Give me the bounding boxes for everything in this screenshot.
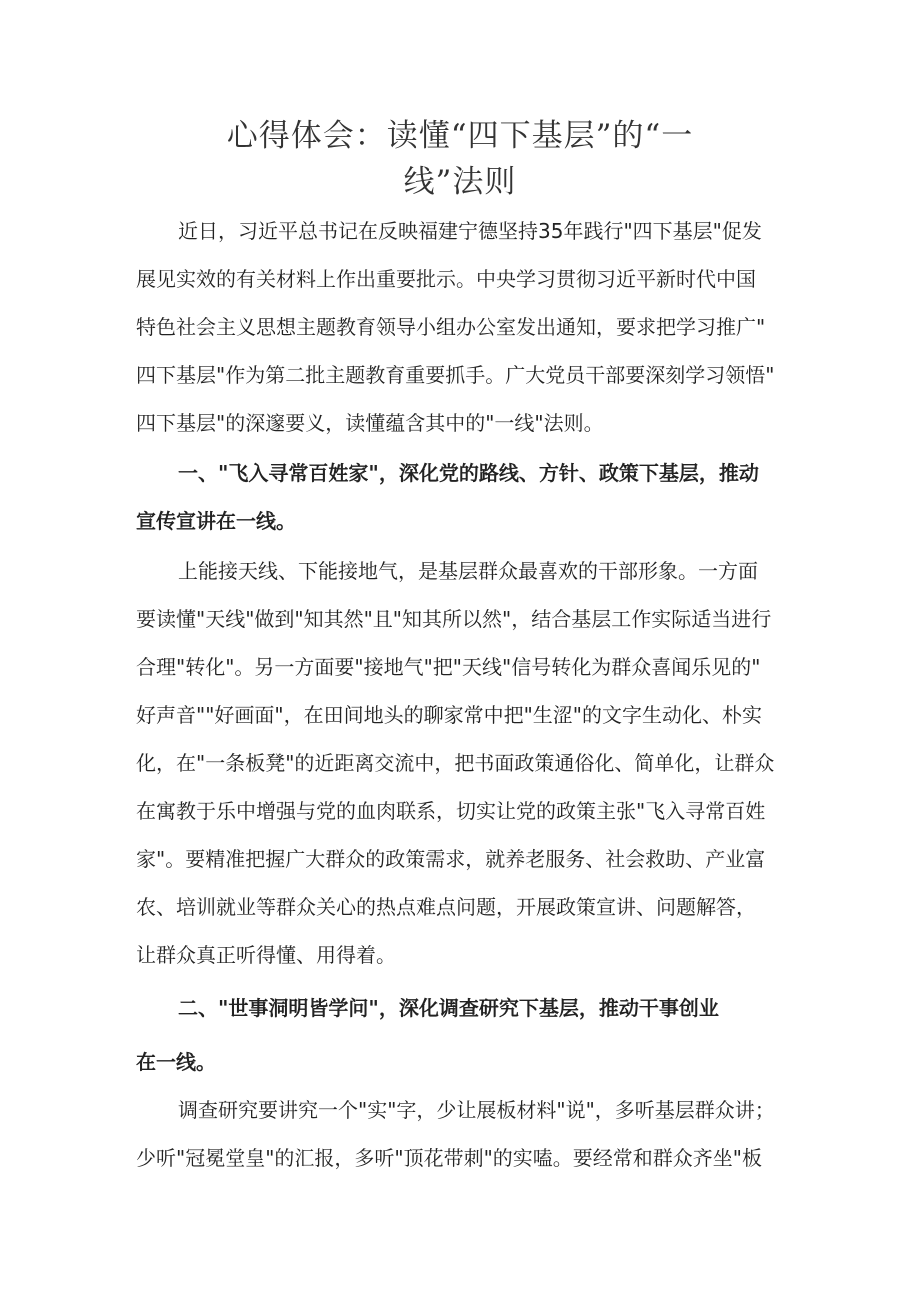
paragraph-1-line-4: 四下基层"作为第二批主题教育重要抓手。广大党员干部要深刻学习领悟"	[136, 363, 775, 387]
paragraph-2-line-7: 家"。要精准把握广大群众的政策需求，就养老服务、社会救助、产业富	[136, 847, 766, 871]
paragraph-3-line-1: 调查研究要讲究一个"实"字，少让展板材料"说"，多听基层群众讲；	[178, 1098, 775, 1122]
paragraph-2-line-4: 好声音""好画面"，在田间地头的聊家常中把"生涩"的文字生动化、朴实	[136, 703, 762, 727]
paragraph-2-line-5: 化，在"一条板凳"的近距离交流中，把书面政策通俗化、简单化，让群众	[136, 751, 775, 775]
paragraph-2-line-1: 上能接天线、下能接地气，是基层群众最喜欢的干部形象。一方面	[178, 559, 758, 583]
paragraph-2-line-8: 农、培训就业等群众关心的热点难点问题，开展政策宣讲、问题解答，	[136, 895, 756, 919]
paragraph-2-line-3: 合理"转化"。另一方面要"接地气"把"天线"信号转化为群众喜闻乐见的"	[136, 655, 761, 679]
paragraph-2-line-6: 在寓教于乐中增强与党的血肉联系，切实让党的政策主张"飞入寻常百姓	[136, 799, 766, 823]
paragraph-1-line-5: 四下基层"的深邃要义，读懂蕴含其中的"一线"法则。	[136, 411, 604, 435]
paragraph-1-line-2: 展见实效的有关材料上作出重要批示。中央学习贯彻习近平新时代中国	[136, 267, 756, 291]
section-heading-2-line-2: 在一线。	[136, 1050, 216, 1074]
paragraph-2-line-9: 让群众真正听得懂、用得着。	[136, 943, 396, 967]
section-heading-1-line-1: 一、"飞入寻常百姓家"，深化党的路线、方针、政策下基层，推动	[178, 461, 759, 485]
paragraph-2-line-2: 要读懂"天线"做到"知其然"且"知其所以然"，结合基层工作实际适当进行	[136, 607, 772, 631]
paragraph-1-line-3: 特色社会主义思想主题教育领导小组办公室发出通知，要求把学习推广"	[136, 315, 766, 339]
section-heading-2-line-1: 二、"世事洞明皆学问"，深化调查研究下基层，推动干事创业	[178, 996, 719, 1020]
paragraph-3-line-2: 少听"冠冕堂皇"的汇报，多听"顶花带刺"的实嗑。要经常和群众齐坐"板	[136, 1146, 762, 1170]
document-title-line-1: 心得体会：读懂“四下基层”的“一	[226, 118, 694, 154]
section-heading-1-line-2: 宣传宣讲在一线。	[136, 509, 296, 533]
paragraph-1-line-1: 近日，习近平总书记在反映福建宁德坚持35年践行"四下基层"促发	[178, 219, 762, 243]
document-title-line-2: 线”法则	[403, 164, 517, 200]
